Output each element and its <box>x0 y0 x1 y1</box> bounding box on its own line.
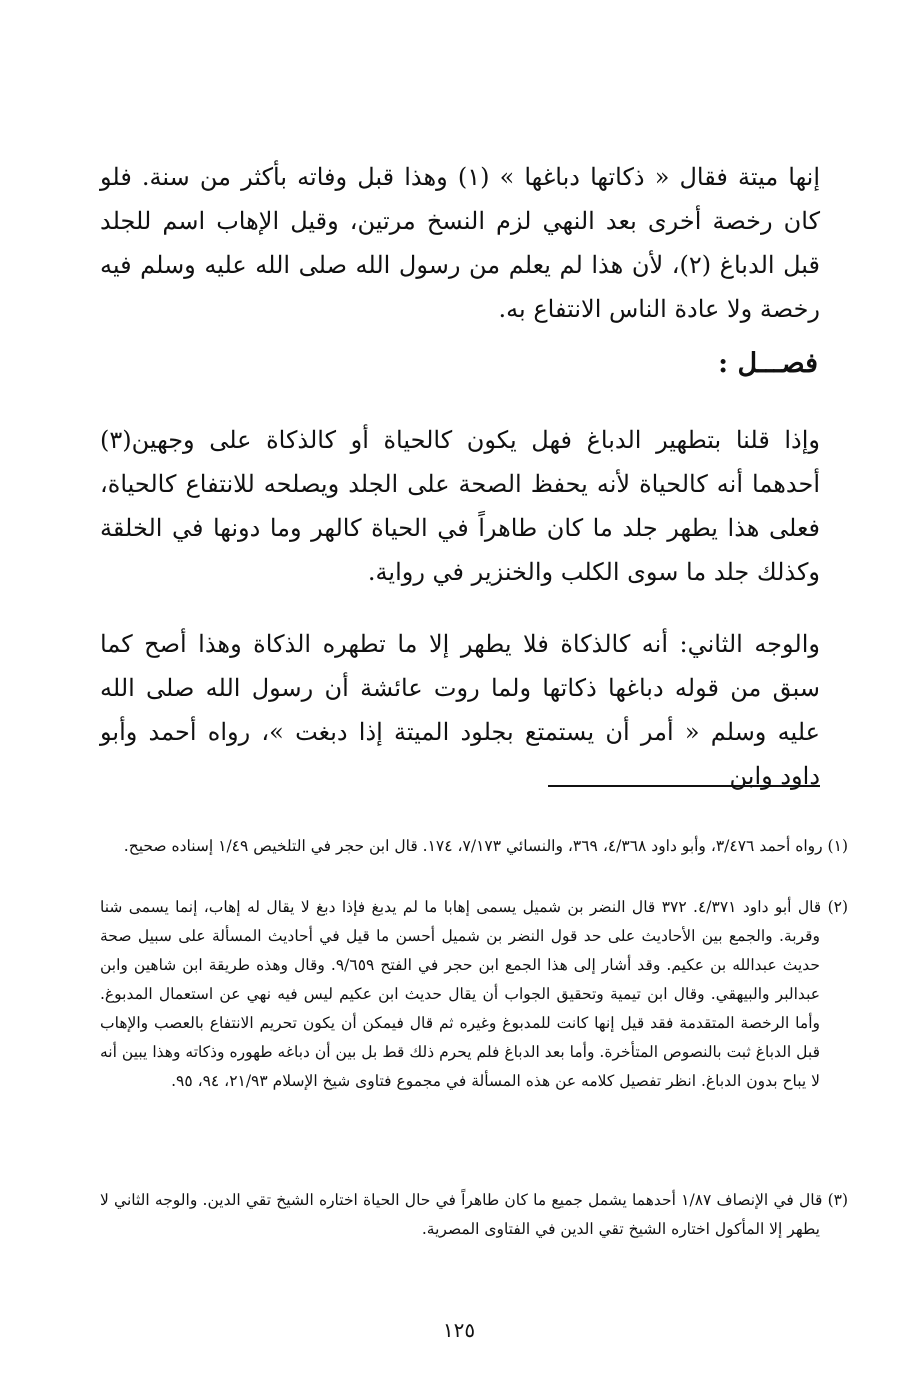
paragraph-2: وإذا قلنا بتطهير الدباغ فهل يكون كالحياة أو كالذكاة على وجهين(٣) أحدهما أنه كالحياة لأنه يحفظ الصحة على الجلد ويصلحه للانتفاع كالحياة، فعلى هذا يطهر جلد ما كان طاهراً في الحياة كالهر وما دونها في الخلقة وكذلك جلد ما سوى الكلب والخنزير في رواية. <box>100 426 820 586</box>
footnote-separator <box>548 785 820 787</box>
paragraph-3: والوجه الثاني: أنه كالذكاة فلا يطهر إلا ما تطهره الذكاة وهذا أصح كما سبق من قوله دباغها ذكاتها ولما روت عائشة أن رسول الله صلى الله عليه وسلم « أمر أن يستمتع بجلود الميتة إذا دبغت »، رواه أحمد وأبو داود وابن <box>100 630 820 790</box>
section-heading: فصـــل : <box>718 348 818 379</box>
paragraph-1: إنها ميتة فقال « ذكاتها دباغها » (١) وهذا قبل وفاته بأكثر من سنة. فلو كان رخصة أخرى بعد النهي لزم النسخ مرتين، وقيل الإهاب اسم للجلد قبل الدباغ (٢)، لأن هذا لم يعلم من رسول الله صلى الله عليه وسلم فيه رخصة ولا عادة الناس الانتفاع به. <box>100 163 821 323</box>
footnote-3: (٣) قال في الإنصاف ١/٨٧ أحدهما يشمل جميع ما كان طاهراً في حال الحياة اختاره الشيخ تقي الدين. والوجه الثاني لا يطهر إلا المأكول اختاره الشيخ تقي الدين في الفتاوى المصرية. <box>100 1191 849 1238</box>
footnote-1: (١) رواه أحمد ٣/٤٧٦، وأبو داود ٤/٣٦٨، ٣٦٩، والنسائي ٧/١٧٣، ١٧٤. قال ابن حجر في التلخيص ١/٤٩ إسناده صحيح. <box>123 837 848 855</box>
footnote-2: (٢) قال أبو داود ٤/٣٧١. ٣٧٢ قال النضر بن شميل يسمى إهابا ما لم يدبغ فإذا دبغ لا يقال له إهاب، إنما يسمى شنا وقربة. والجمع بين الأحاديث على حد قول النضر بن شميل أحسن ما قيل في أحاديث المسألة على سبيل صحة حديث عبدالله بن عكيم. وقد أشار إلى هذا الجمع ابن حجر في الفتح ٩/٦٥٩. وقال وهذه طريقة ابن شاهين وابن عبدالبر والبيهقي. وقال ابن تيمية وتحقيق الجواب أن يقال حديث ابن عكيم ليس فيه نهي عن استعمال المدبوغ. وأما الرخصة المتقدمة فقد قيل إنها كانت للمدبوغ وغيره ثم قال فيمكن أن يكون تحريم الانتفاع بالعصب والإهاب قبل الدباغ ثبت بالنصوص المتأخرة. وأما بعد الدباغ فلم يحرم ذلك قط بل بين أن دباغه طهوره وذكاته وهذا يبين أنه لا يباح بدون الدباغ. انظر تفصيل كلامه عن هذه المسألة في مجموع فتاوى شيخ الإسلام ٢١/٩٣، ٩٤، ٩٥. <box>100 898 849 1090</box>
page-number: ١٢٥ <box>442 1318 476 1342</box>
